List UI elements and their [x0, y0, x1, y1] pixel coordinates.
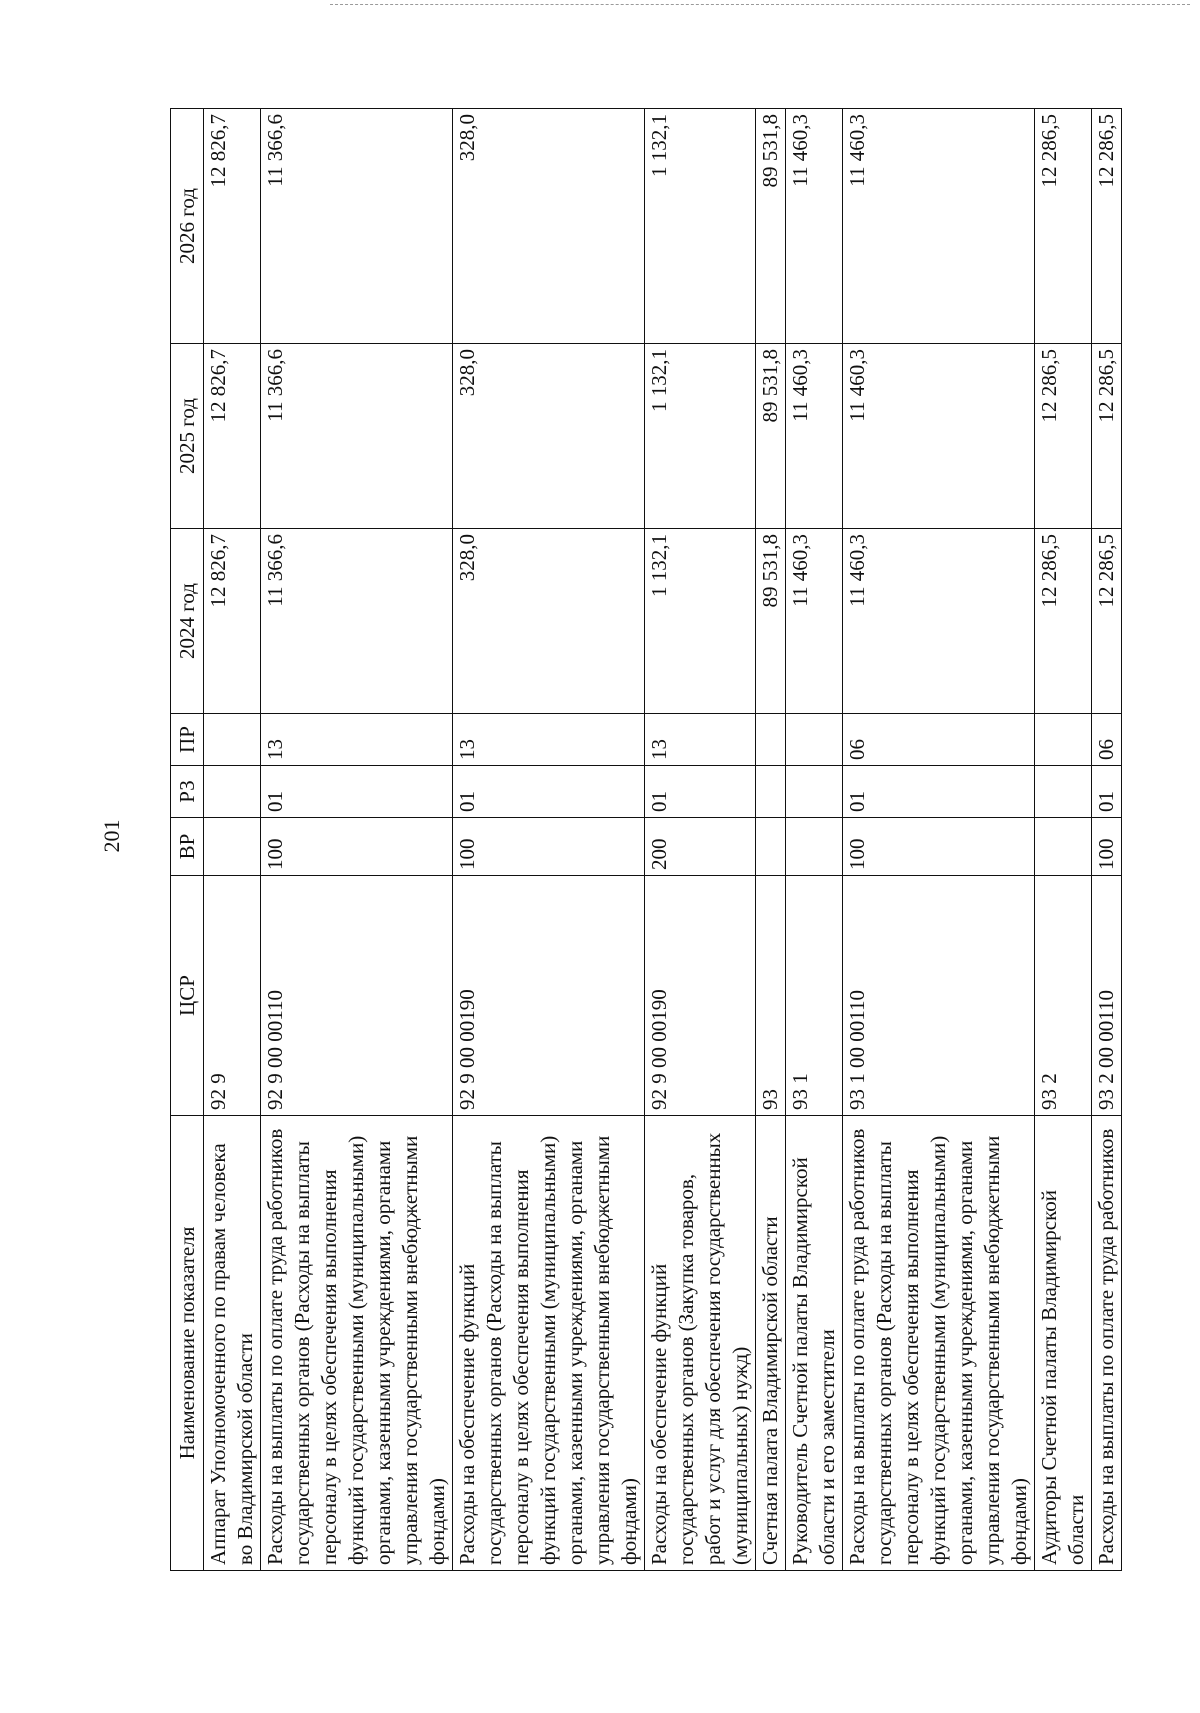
row-rz-cell — [1035, 766, 1092, 818]
row-csr-cell: 93 1 — [786, 876, 843, 1116]
row-csr-cell: 93 1 00 00110 — [843, 876, 1035, 1116]
row-rz-cell: 01 — [843, 766, 1035, 818]
table-row — [756, 109, 786, 1571]
row-vr-cell: 200 — [645, 818, 756, 876]
row-vr-cell: 100 — [453, 818, 645, 876]
row-name-cell: Аппарат Уполномоченного по правам человека во Владимирской области — [204, 1116, 261, 1571]
row-pr-cell — [756, 714, 786, 766]
row-rz-cell: 01 — [261, 766, 453, 818]
table-row — [645, 109, 756, 1571]
page-number: 201 — [99, 819, 124, 853]
header-vr: ВР — [171, 818, 204, 876]
row-2025-cell: 328,0 — [453, 344, 645, 529]
header-year-2026: 2026 год — [171, 109, 204, 344]
row-name-cell: Расходы на обеспечение функций государственных органов (Закупка товаров, работ и услуг для обеспечения государственных (муниципальных) нужд) — [645, 1116, 756, 1571]
row-vr-cell: 100 — [1092, 818, 1122, 876]
row-csr-cell: 92 9 00 00190 — [453, 876, 645, 1116]
row-name-cell: Расходы на выплаты по оплате труда работников государственных органов (Расходы на выплаты персоналу в целях обеспечения выполнения функций государственными (муниципальными) органами, казенными учреждениями, органами управления государственными внебюджетными фондами) — [261, 1116, 453, 1571]
row-2026-cell: 12 826,7 — [204, 109, 261, 344]
row-2024-cell: 11 460,3 — [786, 529, 843, 714]
row-csr-cell: 92 9 00 00190 — [645, 876, 756, 1116]
row-2024-cell: 11 460,3 — [843, 529, 1035, 714]
row-2025-cell: 12 286,5 — [1035, 344, 1092, 529]
row-pr-cell — [204, 714, 261, 766]
table-row — [204, 109, 261, 1571]
row-pr-cell: 13 — [453, 714, 645, 766]
row-vr-cell — [756, 818, 786, 876]
row-rz-cell: 01 — [1092, 766, 1122, 818]
row-2026-cell: 11 460,3 — [786, 109, 843, 344]
budget-table — [170, 108, 1122, 1571]
row-2025-cell: 12 826,7 — [204, 344, 261, 529]
row-rz-cell: 01 — [453, 766, 645, 818]
row-name-cell: Счетная палата Владимирской области — [756, 1116, 786, 1571]
row-rz-cell — [204, 766, 261, 818]
table-row — [261, 109, 453, 1571]
row-vr-cell — [1035, 818, 1092, 876]
row-2025-cell: 11 460,3 — [843, 344, 1035, 529]
header-csr: ЦСР — [171, 876, 204, 1116]
row-pr-cell: 13 — [261, 714, 453, 766]
row-2024-cell: 328,0 — [453, 529, 645, 714]
header-pr: ПР — [171, 714, 204, 766]
table-header-row — [171, 109, 204, 1571]
row-2025-cell: 1 132,1 — [645, 344, 756, 529]
row-csr-cell: 93 2 — [1035, 876, 1092, 1116]
row-vr-cell — [786, 818, 843, 876]
row-rz-cell — [786, 766, 843, 818]
row-2026-cell: 12 286,5 — [1035, 109, 1092, 344]
budget-table-container — [170, 109, 1118, 1571]
row-pr-cell — [786, 714, 843, 766]
row-vr-cell — [204, 818, 261, 876]
row-name-cell: Расходы на выплаты по оплате труда работников — [1092, 1116, 1122, 1571]
row-pr-cell: 06 — [1092, 714, 1122, 766]
row-csr-cell: 93 2 00 00110 — [1092, 876, 1122, 1116]
table-row — [1092, 109, 1122, 1571]
row-pr-cell: 13 — [645, 714, 756, 766]
row-2026-cell: 89 531,8 — [756, 109, 786, 344]
row-rz-cell — [756, 766, 786, 818]
row-name-cell: Расходы на выплаты по оплате труда работников государственных органов (Расходы на выплаты персоналу в целях обеспечения выполнения функций государственными (муниципальными) органами, казенными учреждениями, органами управления государственными внебюджетными фондами) — [843, 1116, 1035, 1571]
row-vr-cell: 100 — [261, 818, 453, 876]
table-row — [453, 109, 645, 1571]
row-2026-cell: 11 460,3 — [843, 109, 1035, 344]
row-2024-cell: 11 366,6 — [261, 529, 453, 714]
row-rz-cell: 01 — [645, 766, 756, 818]
row-2025-cell: 12 286,5 — [1092, 344, 1122, 529]
table-row — [1035, 109, 1092, 1571]
row-2025-cell: 11 366,6 — [261, 344, 453, 529]
row-csr-cell: 93 — [756, 876, 786, 1116]
table-row — [843, 109, 1035, 1571]
table-row — [786, 109, 843, 1571]
row-2026-cell: 328,0 — [453, 109, 645, 344]
row-name-cell: Аудиторы Счетной палаты Владимирской области — [1035, 1116, 1092, 1571]
row-2026-cell: 12 286,5 — [1092, 109, 1122, 344]
header-year-2024: 2024 год — [171, 529, 204, 714]
header-year-2025: 2025 год — [171, 344, 204, 529]
scan-top-rule — [330, 4, 1190, 5]
row-csr-cell: 92 9 00 00110 — [261, 876, 453, 1116]
row-2024-cell: 12 286,5 — [1035, 529, 1092, 714]
row-pr-cell — [1035, 714, 1092, 766]
row-2024-cell: 89 531,8 — [756, 529, 786, 714]
row-2025-cell: 89 531,8 — [756, 344, 786, 529]
header-name: Наименование показателя — [171, 1116, 204, 1571]
row-2024-cell: 12 826,7 — [204, 529, 261, 714]
header-rz: РЗ — [171, 766, 204, 818]
row-2024-cell: 1 132,1 — [645, 529, 756, 714]
row-2024-cell: 12 286,5 — [1092, 529, 1122, 714]
row-2026-cell: 1 132,1 — [645, 109, 756, 344]
row-name-cell: Расходы на обеспечение функций государственных органов (Расходы на выплаты персоналу в целях обеспечения выполнения функций государственными (муниципальными) органами, казенными учреждениями, органами управления государственными внебюджетными фондами) — [453, 1116, 645, 1571]
row-2025-cell: 11 460,3 — [786, 344, 843, 529]
row-name-cell: Руководитель Счетной палаты Владимирской области и его заместители — [786, 1116, 843, 1571]
table-body — [204, 109, 1122, 1571]
row-vr-cell: 100 — [843, 818, 1035, 876]
row-csr-cell: 92 9 — [204, 876, 261, 1116]
row-2026-cell: 11 366,6 — [261, 109, 453, 344]
row-pr-cell: 06 — [843, 714, 1035, 766]
